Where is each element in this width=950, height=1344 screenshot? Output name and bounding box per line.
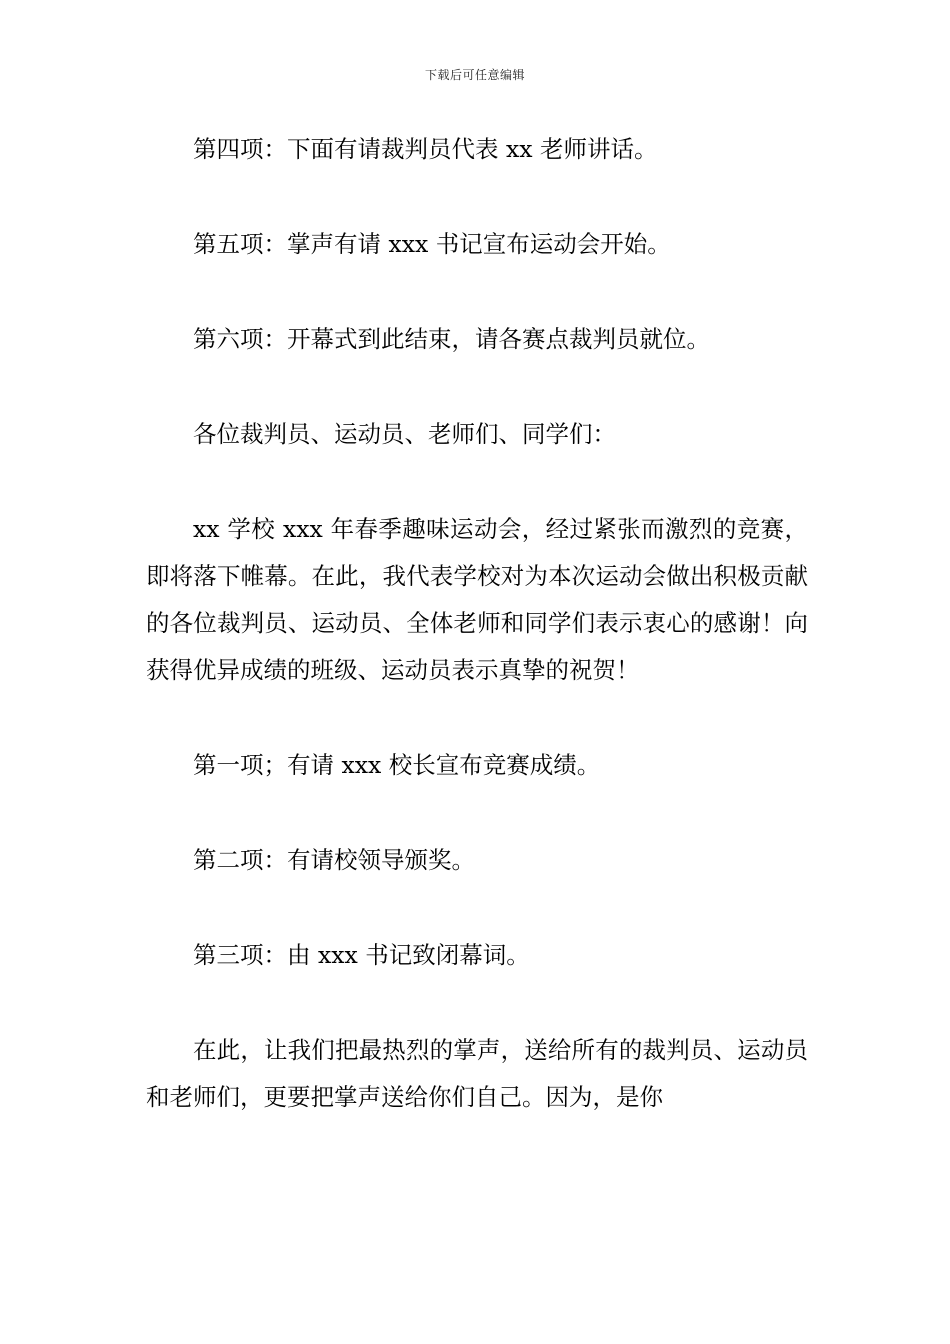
final-paragraph: 在此，让我们把最热烈的掌声，送给所有的裁判员、运动员和老师们，更要把掌声送给你们自己。因为，是你 <box>146 1036 808 1111</box>
closing-speech-paragraph: xx 学校 xxx 年春季趣味运动会，经过紧张而激烈的竞赛，即将落下帷幕。在此，我代表学校对为本次运动会做出积极贡献的各位裁判员、运动员、全体老师和同学们表示衷心的感谢！向获得优异成绩的班级、运动员表示真挚的祝贺！ <box>146 515 808 684</box>
page-header: 下载后可任意编辑 <box>424 68 525 82</box>
paragraph-item-6: 第六项：开幕式到此结束，请各赛点裁判员就位。 <box>193 325 710 353</box>
document-body <box>146 126 808 1169</box>
paragraph-item-4: 第四项：下面有请裁判员代表 xx 老师讲话。 <box>193 135 658 163</box>
paragraph-item-5: 第五项：掌声有请 xxx 书记宣布运动会开始。 <box>193 230 671 258</box>
paragraph-item-2: 第二项：有请校领导颁奖。 <box>193 846 475 874</box>
paragraph-item-3: 第三项：由 xxx 书记致闭幕词。 <box>193 941 530 969</box>
salutation-paragraph: 各位裁判员、运动员、老师们、同学们： <box>193 420 616 448</box>
paragraph-item-1: 第一项；有请 xxx 校长宣布竞赛成绩。 <box>193 751 601 779</box>
